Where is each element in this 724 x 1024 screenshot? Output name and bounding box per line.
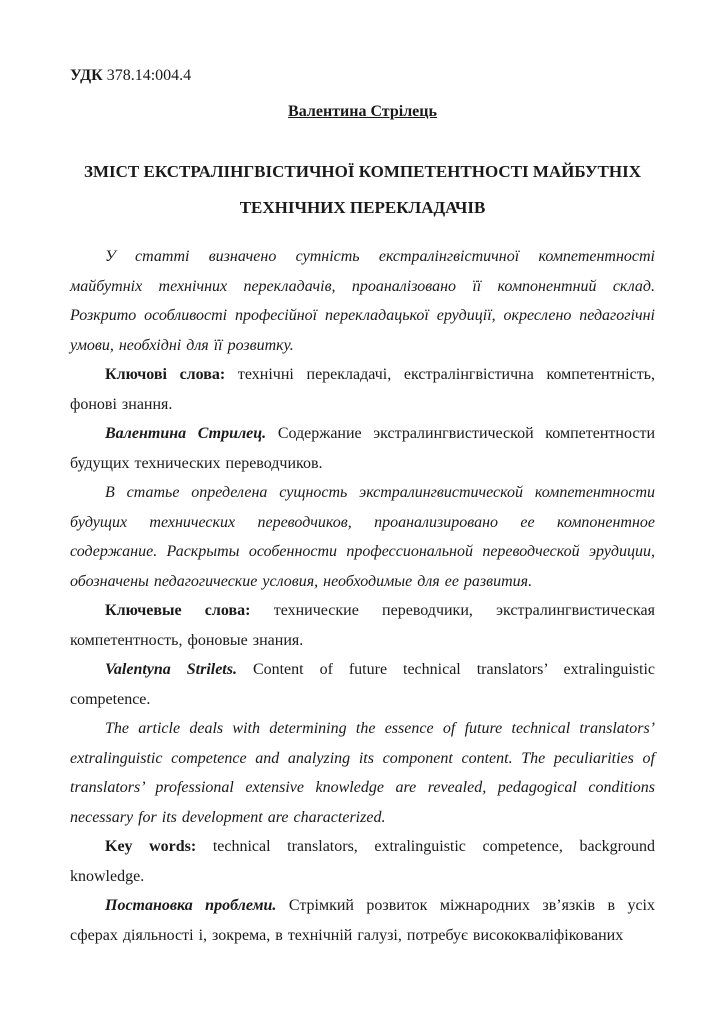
article-title-line2: ТЕХНІЧНИХ ПЕРЕКЛАДАЧІВ xyxy=(239,198,486,217)
abstract-en-text: The article deals with determining the essence of future technical translators’ extralinguistic competence and analyzing its component content. The peculiarities of translators’ professional extensive knowledge are revealed, pedagogical conditions necessary for its development are characterized. xyxy=(70,720,655,826)
author-name-en: Valentyna Strilets. xyxy=(105,661,237,678)
keywords-en xyxy=(70,832,655,891)
article-title xyxy=(70,154,655,226)
article-title-line1: ЗМІСТ ЕКСТРАЛІНГВІСТИЧНОЇ КОМПЕТЕНТНОСТІ МАЙБУТНІХ xyxy=(84,162,641,181)
keywords-uk xyxy=(70,360,655,419)
abstract-uk-text: У статті визначено сутність екстралінгвістичної компетентності майбутніх технічних перекладачів, проаналізовано її компонентний склад. Розкрито особливості професійної перекладацької ерудиції, окреслено педагогічні умови, необхідні для її розвитку. xyxy=(70,248,655,354)
author-title-en xyxy=(70,655,655,714)
title-ru-text: Содержание экстралингвистической компетентности будущих технических переводчиков. xyxy=(70,425,656,472)
keywords-en-text: technical translators, extralinguistic competence, background knowledge. xyxy=(70,838,656,885)
udc-label: УДК xyxy=(70,67,103,84)
abstract-en xyxy=(70,714,655,832)
keywords-en-label: Key words: xyxy=(105,838,197,855)
problem-statement xyxy=(70,891,655,950)
keywords-ru xyxy=(70,596,655,655)
author-name-ru: Валентина Стрилец. xyxy=(105,425,267,442)
abstract-ru xyxy=(70,478,655,596)
abstract-uk xyxy=(70,242,655,360)
title-en-text: Content of future technical translators’ extralinguistic competence. xyxy=(70,661,655,708)
keywords-ru-label: Ключевые слова: xyxy=(105,602,251,619)
problem-statement-label: Постановка проблеми. xyxy=(105,897,277,914)
author-line-uk xyxy=(70,102,655,122)
abstract-ru-text: В статье определена сущность экстралингвистической компетентности будущих технических переводчиков, проанализировано ее компонентное содержание. Раскрыты особенности профессиональной переводческой эрудиции, обозначены педагогические условия, необходимые для ее развития. xyxy=(70,484,655,590)
keywords-uk-text: технічні перекладачі, екстралінгвістична компетентність, фонові знання. xyxy=(70,366,655,413)
udc-number: 378.14:004.4 xyxy=(102,67,192,84)
keywords-ru-text: технические переводчики, экстралингвистическая компетентность, фоновые знания. xyxy=(70,602,655,649)
problem-statement-text: Стрімкий розвиток міжнародних зв’язків в усіх сферах діяльності і, зокрема, в технічній галузі, потребує висококваліфікованих xyxy=(70,897,655,944)
udc-line xyxy=(70,66,655,86)
author-name-uk: Валентина Стрілець xyxy=(288,103,437,120)
author-title-ru xyxy=(70,419,655,478)
keywords-uk-label: Ключові слова: xyxy=(105,366,226,383)
